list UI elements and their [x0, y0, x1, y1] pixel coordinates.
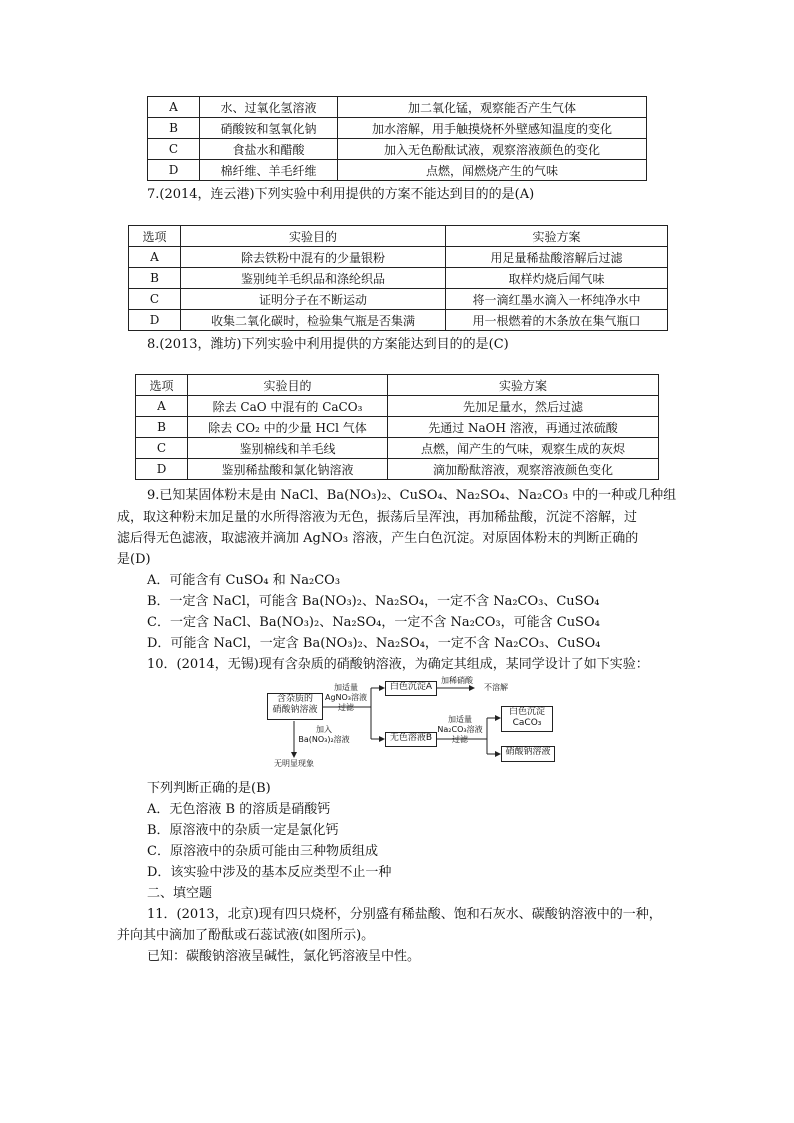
flow-white-ppt-caco3: 白色沉淀 CaCO₃: [501, 706, 553, 732]
q9-option-a: A．可能含有 CuSO₄ 和 Na₂CO₃: [147, 573, 341, 588]
table-cell: 除去铁粉中混有的少量银粉: [181, 247, 446, 268]
table-cell: D: [148, 160, 200, 181]
table-cell: B: [136, 417, 188, 438]
table-cell: 加入无色酚酞试液，观察溶液颜色的变化: [338, 139, 647, 160]
table-cell: D: [136, 459, 188, 480]
table-cell: C: [148, 139, 200, 160]
table-cell: 点燃，闻产生的气味，观察生成的灰烬: [388, 438, 659, 459]
header-cell: 实验方案: [388, 375, 659, 396]
table-cell: 将一滴红墨水滴入一杯纯净水中: [446, 289, 668, 310]
flow-acid-label: 加稀硝酸: [441, 676, 473, 685]
table-cell: 滴加酚酞溶液，观察溶液颜色变化: [388, 459, 659, 480]
q9-option-d: D．可能含 NaCl，一定含 Ba(NO₃)₂、Na₂SO₄，一定不含 Na₂CO₃、CuSO₄: [147, 636, 601, 651]
q9-line-1: 9.已知某固体粉末是由 NaCl、Ba(NO₃)₂、CuSO₄、Na₂SO₄、Na₂CO₃ 中的一种或几种组: [147, 488, 677, 503]
table-cell: B: [148, 118, 200, 139]
q9-line-4: 是(D): [117, 552, 151, 567]
flow-ba-label: 加入 Ba(NO₃)₂溶液: [298, 725, 350, 744]
section-heading: 二、填空题: [147, 886, 213, 901]
table-cell: C: [136, 438, 188, 459]
header-cell: 选项: [136, 375, 188, 396]
table-cell: 食盐水和醋酸: [200, 139, 338, 160]
q11-line-3: 已知：碳酸钠溶液呈碱性，氯化钙溶液呈中性。: [147, 949, 421, 964]
table-cell: 先加足量水，然后过滤: [388, 396, 659, 417]
table-cell: A: [136, 396, 188, 417]
table-cell: 加水溶解，用手触摸烧杯外壁感知温度的变化: [338, 118, 647, 139]
table-cell: 加二氧化锰，观察能否产生气体: [338, 97, 647, 118]
q10-option-c: C．原溶液中的杂质可能由三种物质组成: [147, 844, 378, 859]
table-cell: 先通过 NaOH 溶液，再通过浓硫酸: [388, 417, 659, 438]
header-cell: 实验方案: [446, 226, 668, 247]
table-cell: 用足量稀盐酸溶解后过滤: [446, 247, 668, 268]
q10-option-d: D．该实验中涉及的基本反应类型不止一种: [147, 865, 392, 880]
q9-line-2: 成，取这种粉末加足量的水所得溶液为无色，振荡后呈浑浊，再加稀盐酸，沉淀不溶解，过: [117, 510, 638, 525]
q10-option-b: B．原溶液中的杂质一定是氯化钙: [147, 823, 339, 838]
flow-white-ppt-a: 白色沉淀A: [385, 681, 437, 696]
table-cell: 鉴别纯羊毛织品和涤纶织品: [181, 268, 446, 289]
table-cell: 用一根燃着的木条放在集气瓶口: [446, 310, 668, 331]
table-cell: 收集二氧化碳时，检验集气瓶是否集满: [181, 310, 446, 331]
header-cell: 实验目的: [188, 375, 388, 396]
q7-text: 7.(2014，连云港)下列实验中利用提供的方案不能达到目的的是(A): [147, 187, 535, 202]
q8-text: 8.(2013，潍坊)下列实验中利用提供的方案能达到目的的是(C): [147, 337, 509, 352]
table-cell: B: [129, 268, 181, 289]
header-cell: 实验目的: [181, 226, 446, 247]
q9-line-3: 滤后得无色滤液，取滤液并滴加 AgNO₃ 溶液，产生白色沉淀。对原固体粉末的判断正确的: [117, 531, 639, 546]
flow-step1-label: 加适量 AgNO₃溶液 过滤: [324, 683, 368, 712]
table-cell: 硝酸铵和氢氧化钠: [200, 118, 338, 139]
table-cell: 水、过氧化氢溶液: [200, 97, 338, 118]
table-cell: 鉴别稀盐酸和氯化钠溶液: [188, 459, 388, 480]
flow-step2-label: 加适量 Na₂CO₃溶液 过滤: [437, 715, 483, 744]
table-cell: 取样灼烧后闻气味: [446, 268, 668, 289]
table-cell: 除去 CaO 中混有的 CaCO₃: [188, 396, 388, 417]
flow-no-change: 无明显现象: [274, 759, 314, 768]
table-cell: 证明分子在不断运动: [181, 289, 446, 310]
q11-line-1: 11．(2013，北京)现有四只烧杯，分别盛有稀盐酸、饱和石灰水、碳酸钠溶液中的一种，: [147, 907, 662, 922]
q11-line-2: 并向其中滴加了酚酞或石蕊试液(如图所示)。: [117, 928, 375, 943]
flow-colorless-b: 无色溶液B: [385, 732, 437, 747]
table-cell: A: [148, 97, 200, 118]
table-cell: 除去 CO₂ 中的少量 HCl 气体: [188, 417, 388, 438]
table-cell: C: [129, 289, 181, 310]
flow-insoluble: 不溶解: [484, 683, 508, 692]
table-cell: A: [129, 247, 181, 268]
q10-option-a: A．无色溶液 B 的溶质是硝酸钙: [147, 802, 331, 817]
q10-text: 10．(2014，无锡)现有含杂质的硝酸钠溶液，为确定其组成，某同学设计了如下实验：: [147, 657, 649, 672]
flow-start-box: 含杂质的 硝酸钠溶液: [267, 693, 323, 720]
q9-option-c: C．一定含 NaCl、Ba(NO₃)₂、Na₂SO₄，一定不含 Na₂CO₃，可能含 CuSO₄: [147, 615, 600, 630]
q9-option-b: B．一定含 NaCl，可能含 Ba(NO₃)₂、Na₂SO₄，一定不含 Na₂CO₃、CuSO₄: [147, 594, 600, 609]
table-cell: 鉴别棉线和羊毛线: [188, 438, 388, 459]
table-cell: 棉纤维、羊毛纤维: [200, 160, 338, 181]
header-cell: 选项: [129, 226, 181, 247]
table-cell: 点燃，闻燃烧产生的气味: [338, 160, 647, 181]
flow-nano3: 硝酸钠溶液: [501, 746, 555, 762]
q10-question: 下列判断正确的是(B): [147, 781, 271, 796]
table-cell: D: [129, 310, 181, 331]
